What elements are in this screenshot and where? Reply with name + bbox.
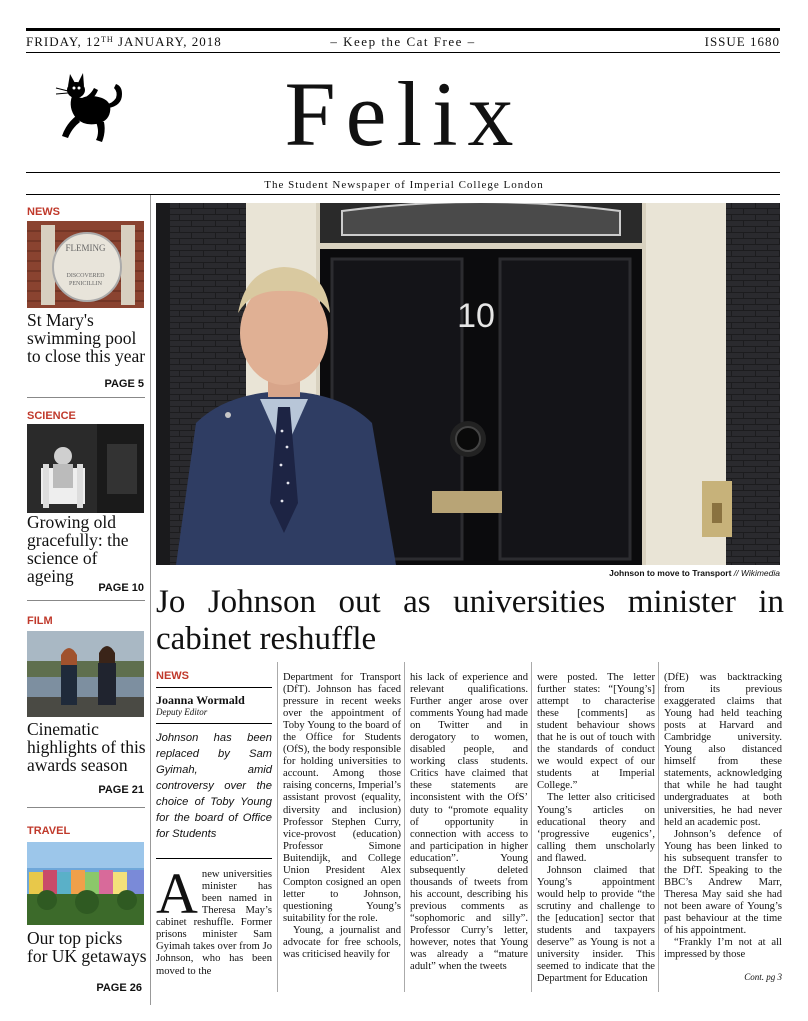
- article-headline[interactable]: Jo Johnson out as universities minister in cabinet reshuffle: [156, 584, 784, 657]
- column-rule: [404, 662, 405, 992]
- plaque-text-3: PENICILLIN: [69, 281, 102, 287]
- film-still-image: [27, 631, 144, 717]
- article-body-col1: new universities minister has been named in Theresa May’s cabinet reshuffle. Former prisons minister Sam Gyimah takes over from Jo Johnson, who has been moved to the: [156, 869, 272, 977]
- sidebar-divider: [27, 397, 145, 398]
- article-column-4: [537, 672, 655, 985]
- slogan: – Keep the Cat Free –: [330, 34, 476, 49]
- colourful-houses-image: [27, 842, 144, 925]
- article-paragraph: Johnson’s defence of Young has been linked to his subsequent transfer to the DfT. Speaking to the BBC’s Andrew Marr, Theresa May said she had not been aware of Young’s past behaviour at the time of his appointment.: [664, 828, 782, 936]
- article-section-tag[interactable]: NEWS: [156, 670, 189, 682]
- downing-street-photo: [156, 203, 780, 565]
- sidebar-section-news[interactable]: NEWS: [27, 206, 60, 218]
- sidebar-column-rule: [150, 195, 151, 1005]
- author-name[interactable]: Joanna Wormald: [156, 693, 245, 708]
- article-column-5: [664, 672, 782, 983]
- lead-photo[interactable]: [156, 203, 780, 565]
- byline-rule: [156, 687, 272, 688]
- column-rule: [277, 662, 278, 992]
- fleming-plaque-image: [27, 221, 144, 308]
- tagline-rule: [26, 194, 780, 195]
- page-ref-news[interactable]: PAGE 5: [104, 378, 144, 390]
- sidebar-headline-news[interactable]: St Mary's swimming pool to close this year: [27, 310, 146, 366]
- photo-caption: Johnson to move to Transport // Wikimedia: [609, 568, 780, 578]
- sidebar-section-film[interactable]: FILM: [27, 615, 53, 627]
- column-rule: [658, 662, 659, 992]
- article-paragraph: Young, a journalist and advocate for free schools, was criticised heavily for: [283, 924, 401, 961]
- tagline: The Student Newspaper of Imperial College London: [264, 179, 544, 191]
- sidebar-section-travel[interactable]: TRAVEL: [27, 825, 71, 837]
- plaque-text-2: DISCOVERED: [66, 273, 105, 279]
- page-ref-science[interactable]: PAGE 10: [98, 582, 144, 594]
- masthead-rule: [26, 172, 780, 173]
- article-column-2: [283, 672, 401, 961]
- door-number: 10: [457, 297, 495, 335]
- sidebar-headline-film[interactable]: Cinematic highlights of this awards season: [27, 719, 146, 775]
- plaque-text-1: FLEMING: [65, 243, 106, 253]
- issue-number: ISSUE 1680: [704, 34, 780, 49]
- dateline: [26, 34, 780, 50]
- article-standfirst: Johnson has been replaced by Sam Gyimah, amid controversy over the choice of Toby Young for the board of Office for Students: [156, 732, 272, 841]
- page-ref-film[interactable]: PAGE 21: [98, 784, 144, 796]
- article-paragraph: “Frankly I’m not at all impressed by those: [664, 937, 782, 961]
- thumb-film-still[interactable]: [27, 631, 144, 717]
- thumb-elderly-man[interactable]: [27, 424, 144, 513]
- article-paragraph: Department for Transport (DfT). Johnson has faced pressure in recent weeks over the appointment of Toby Young to the board of the Office for Students (OfS), the body responsible for holding universities to account. Among those raising concerns, Imperial’s assistant provost (equality, diversity and inclusion) Professor Stephen Curry, vice-provost (education) Professor Simone Buitendijk, and College Union President Alex Compton cosigned an open letter to Johnson, questioning Young’s suitability for the role.: [283, 672, 401, 924]
- masthead: Felix: [284, 63, 524, 165]
- page-ref-travel[interactable]: PAGE 26: [96, 982, 142, 994]
- author-role: Deputy Editor: [156, 707, 208, 718]
- elderly-man-image: [27, 424, 144, 513]
- thumb-colourful-houses[interactable]: [27, 842, 144, 925]
- thumb-fleming-plaque[interactable]: [27, 221, 144, 308]
- sidebar-divider: [27, 807, 145, 808]
- article-paragraph: (DfE) was backtracking from its previous exaggerated claims that Young had held teaching posts at Harvard and Cambridge university. Young also distanced himself from these statements, acknowledging that while he had taught undergraduates at both universities, he had never held an academic post.: [664, 672, 782, 828]
- sidebar-section-science[interactable]: SCIENCE: [27, 410, 76, 422]
- article-paragraph: his lack of experience and relevant qualifications. Further anger arose over comments Young had made on Twitter and in derogatory to women, disabled people, and working class students. Critics have claimed that these statements are inconsistent with the OfS’ duty to “promote equality of opportunity in connection with access to and participation in higher education”. Young subsequently deleted thousands of tweets from his account, describing his previous comments as “sophomoric and silly”. Professor Curry’s letter, however, notes that Young was already a “mature adult” when the tweets: [410, 672, 528, 973]
- top-rule: [26, 28, 780, 31]
- dateline-rule: [26, 52, 780, 53]
- article-column-3: [410, 672, 528, 973]
- continued-link[interactable]: Cont. pg 3: [744, 972, 782, 983]
- article-column-1: [156, 670, 272, 978]
- article-paragraph: were posted. The letter further states: “[Young’s] attempt to characterise these [comments] as student behaviour shows that he is out of touch with the standards of conduct we would expect of our students at Imperial College.”: [537, 672, 655, 792]
- sidebar-divider: [27, 600, 145, 601]
- sidebar-headline-travel[interactable]: Our top picks for UK getaways: [27, 928, 147, 966]
- sidebar-headline-science[interactable]: Growing old gracefully: the science of ageing: [27, 512, 129, 586]
- drop-cap: A: [156, 861, 198, 927]
- article-paragraph: The letter also criticised Young’s articles on educational theory and ‘progressive eugenics’, calling them unscholarly and flawed.: [537, 792, 655, 864]
- column-rule: [531, 662, 532, 992]
- article-paragraph: Johnson claimed that Young’s appointment would help to provide “the scrutiny and challenge to the [education] sector that students and taxpayers deserve” as Young is not a university insider. This seemed to indicate that the Department for Education: [537, 864, 655, 985]
- byline-rule: [156, 723, 272, 724]
- issue-date: FRIDAY, 12TH JANUARY, 2018: [26, 34, 222, 49]
- standfirst-rule: [156, 858, 272, 859]
